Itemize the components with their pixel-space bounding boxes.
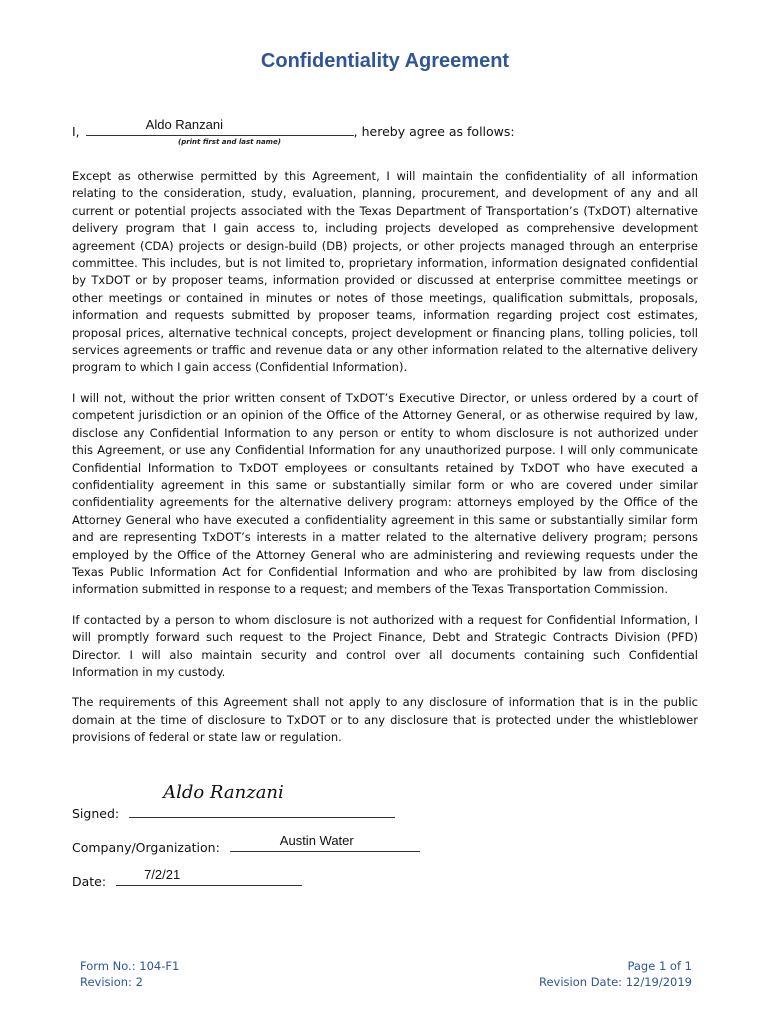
signature-field[interactable]	[129, 782, 395, 818]
name-hint: (print first and last name)	[178, 138, 281, 146]
company-value: Austin Water	[279, 833, 354, 848]
paragraph-4: The requirements of this Agreement shall not apply to any disclosure of information that is in the public domain at the time of disclosure to TxDOT or to any disclosure that is protected under the whistleblower provisions of federal or state law or regulation.	[72, 695, 698, 745]
name-suffix: , hereby agree as follows:	[353, 124, 515, 139]
footer-right	[539, 958, 692, 990]
company-row	[72, 833, 420, 855]
paragraph-3: If contacted by a person to whom disclosure is not authorized with a request for Confidential Information, I will promptly forward such request to the Project Finance, Debt and Strategic Contracts Division (PFD) Director. I will also maintain security and control over all documents containing such Confidential Information in my custody.	[72, 612, 698, 679]
revision-number: Revision: 2	[80, 975, 143, 989]
name-field[interactable]	[86, 117, 354, 136]
form-number: Form No.: 104-F1	[80, 959, 180, 973]
company-label: Company/Organization:	[72, 840, 220, 855]
paragraph-2: I will not, without the prior written consent of TxDOT’s Executive Director, or unless ordered by a court of competent jurisdiction or an opinion of the Office of the Attorney General, or as otherwise required by law, disclose any Confidential Information to any person or entity to whom disclosure is not authorized under this Agreement, or use any Confidential Information for any unauthorized purpose. I will only communicate Confidential Information to TxDOT employees or consultants retained by TxDOT who have executed a confidentiality agreement in this same or substantially similar form or who are covered under similar confidentiality agreements for the alternative delivery program: attorneys employed by the Office of the Attorney General who have executed a confidentiality agreement in this same or substantially similar form and are representing TxDOT’s interests in a matter related to the alternative delivery program; persons employed by the Office of the Attorney General who are administering and reviewing requests under the Texas Public Information Act for Confidential Information and who are prohibited by law from disclosing information submitted in response to a request; and members of the Texas Transportation Commission.	[72, 390, 698, 597]
signed-label: Signed:	[72, 806, 120, 821]
date-field[interactable]	[116, 867, 302, 886]
agreement-body	[72, 168, 698, 760]
handwritten-signature: Aldo Ranzani	[163, 782, 284, 803]
name-line	[72, 117, 712, 139]
date-value: 7/2/21	[144, 867, 181, 882]
document-title: Confidentiality Agreement	[260, 50, 510, 72]
page-number: Page 1 of 1	[627, 959, 692, 973]
name-value: Aldo Ranzani	[145, 117, 223, 132]
revision-date: Revision Date: 12/19/2019	[538, 975, 692, 989]
footer-left	[80, 958, 179, 990]
signed-row	[72, 782, 395, 821]
date-row	[72, 867, 302, 889]
company-field[interactable]	[230, 833, 420, 852]
name-prefix: I,	[72, 124, 80, 139]
date-label: Date:	[72, 874, 107, 889]
paragraph-1: Except as otherwise permitted by this Agreement, I will maintain the confidentiality of all information relating to the consideration, study, evaluation, planning, procurement, and development of any and all current or potential projects associated with the Texas Department of Transportation’s (TxDOT) alternative delivery program that I gain access to, including projects developed as comprehensive development agreement (CDA) projects or design-build (DB) projects, or other projects managed through an enterprise committee. This includes, but is not limited to, proprietary information, information designated confidential by TxDOT or by proposer teams, information provided or discussed at enterprise committee meetings or other meetings or contained in minutes or notes of those meetings, qualification submittals, proposals, information and requests submitted by proposer teams, information regarding project cost estimates, proposal prices, alternative technical concepts, project development or financing plans, tolling policies, toll services agreements or traffic and revenue data or any other information related to the alternative delivery program to which I gain access (Confidential Information).	[72, 169, 698, 375]
